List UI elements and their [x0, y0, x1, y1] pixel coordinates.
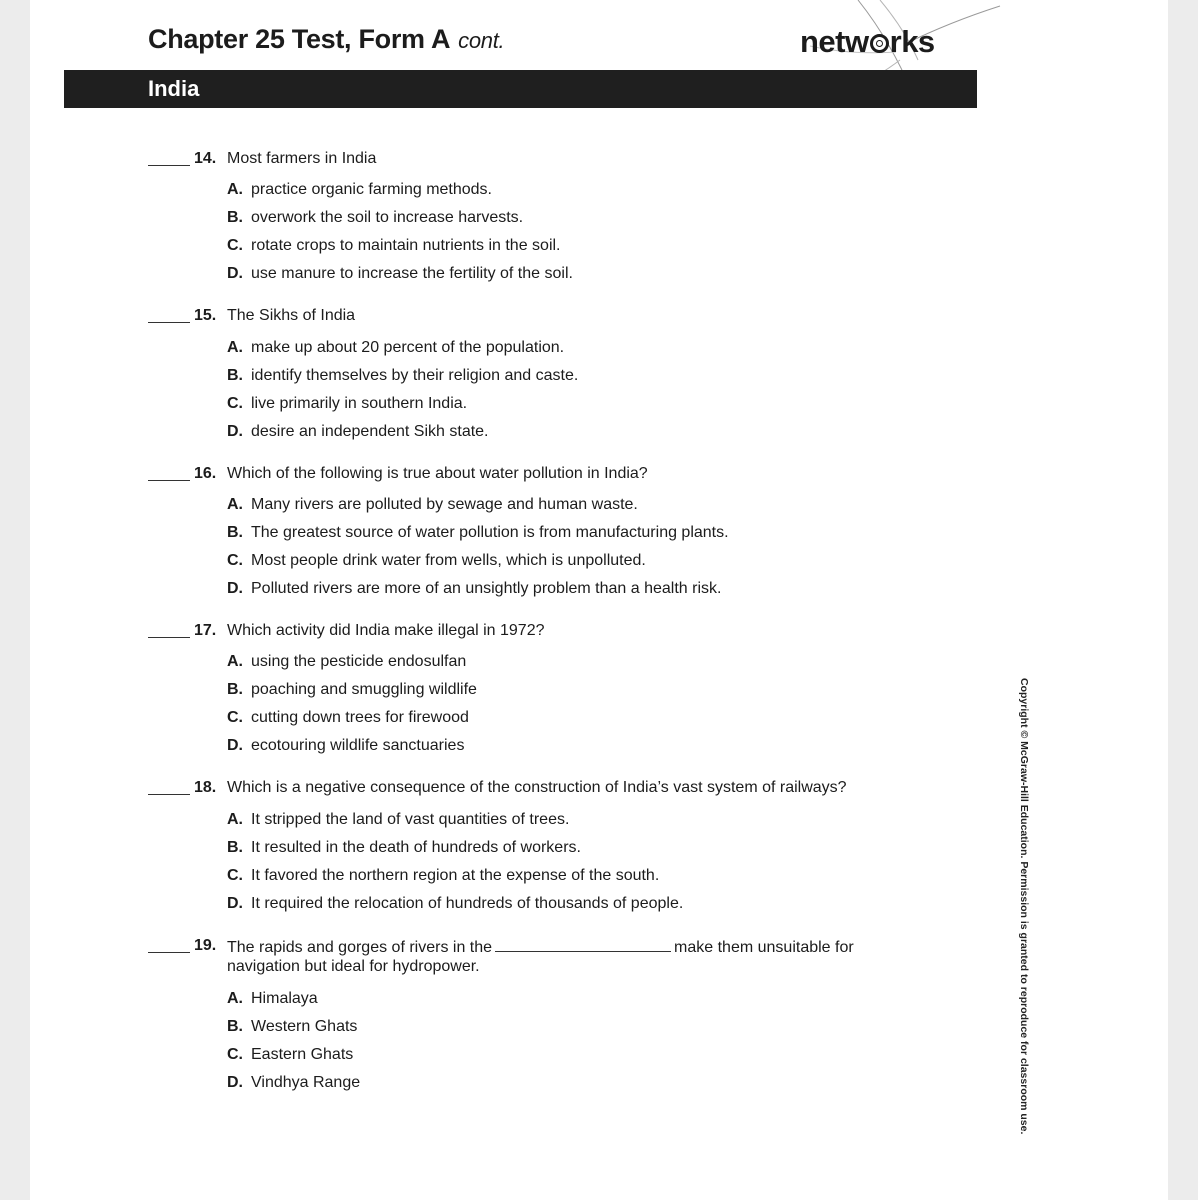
option-text: use manure to increase the fertility of the soil.	[251, 265, 573, 282]
option-letter: B.	[227, 681, 243, 698]
test-title-text: Chapter 25 Test, Form A	[148, 24, 451, 54]
option-text: Eastern Ghats	[251, 1046, 354, 1063]
option-letter: B.	[227, 1018, 243, 1035]
question-text: Which activity did India make illegal in 1972?	[227, 622, 545, 639]
answer-blank[interactable]	[148, 794, 190, 795]
option-text: It stripped the land of vast quantities of trees.	[251, 811, 570, 828]
option-d	[227, 1074, 360, 1092]
option-text: rotate crops to maintain nutrients in the soil.	[251, 237, 561, 254]
option-letter: C.	[227, 552, 243, 569]
question-number: 18.	[194, 779, 217, 796]
option-text: make up about 20 percent of the population.	[251, 339, 565, 356]
logo-text-right: rks	[889, 24, 935, 59]
section-banner	[64, 70, 977, 108]
option-text: ecotouring wildlife sanctuaries	[251, 737, 465, 754]
question-text-line2: navigation but ideal for hydropower.	[227, 958, 480, 975]
option-text: Most people drink water from wells, which is unpolluted.	[251, 552, 646, 569]
question-text-start: The rapids and gorges of rivers in the	[227, 939, 493, 956]
option-letter: D.	[227, 737, 243, 754]
option-letter: C.	[227, 1046, 243, 1063]
option-letter: D.	[227, 423, 243, 440]
option-a	[227, 181, 492, 199]
option-b	[227, 367, 578, 385]
answer-blank[interactable]	[148, 480, 190, 481]
option-text: identify themselves by their religion and caste.	[251, 367, 579, 384]
option-c	[227, 1046, 353, 1064]
test-title-suffix: cont.	[458, 28, 505, 53]
option-b	[227, 209, 523, 227]
option-letter: D.	[227, 265, 243, 282]
option-text: Many rivers are polluted by sewage and human waste.	[251, 496, 638, 513]
option-letter: C.	[227, 237, 243, 254]
option-text: It required the relocation of hundreds of thousands of people.	[251, 895, 684, 912]
option-d	[227, 580, 721, 598]
option-text: Western Ghats	[251, 1018, 358, 1035]
option-text: overwork the soil to increase harvests.	[251, 209, 524, 226]
option-c	[227, 709, 469, 727]
option-text: poaching and smuggling wildlife	[251, 681, 477, 698]
option-c	[227, 552, 646, 570]
question-number: 19.	[194, 937, 217, 954]
option-text: using the pesticide endosulfan	[251, 653, 467, 670]
option-text: practice organic farming methods.	[251, 181, 492, 198]
worksheet-page	[30, 0, 1168, 1200]
networks-logo	[800, 24, 935, 60]
option-letter: A.	[227, 811, 243, 828]
copyright-notice: Copyright © McGraw-Hill Education. Permission is granted to reproduce for classroom use.	[1018, 678, 1030, 1135]
option-letter: C.	[227, 709, 243, 726]
question-number: 16.	[194, 465, 217, 482]
option-a	[227, 653, 466, 671]
fill-in-blank[interactable]	[495, 937, 671, 952]
option-a	[227, 811, 569, 829]
section-title: India	[148, 76, 200, 101]
option-b	[227, 839, 581, 857]
option-letter: A.	[227, 496, 243, 513]
option-text: cutting down trees for firewood	[251, 709, 469, 726]
option-c	[227, 395, 467, 413]
question-text: The Sikhs of India	[227, 307, 356, 324]
option-c	[227, 867, 659, 885]
option-letter: D.	[227, 580, 243, 597]
option-letter: A.	[227, 653, 243, 670]
option-d	[227, 423, 489, 441]
answer-blank[interactable]	[148, 952, 190, 953]
option-letter: B.	[227, 839, 243, 856]
option-letter: B.	[227, 367, 243, 384]
option-a	[227, 339, 564, 357]
option-letter: B.	[227, 524, 243, 541]
question-number: 17.	[194, 622, 217, 639]
option-letter: A.	[227, 990, 243, 1007]
option-a	[227, 496, 638, 514]
option-d	[227, 265, 573, 283]
logo-circle-icon	[870, 34, 889, 53]
question-text: Which of the following is true about water pollution in India?	[227, 465, 648, 482]
option-letter: A.	[227, 339, 243, 356]
question-number: 15.	[194, 307, 217, 324]
option-text: Vindhya Range	[251, 1074, 361, 1091]
question-text: Most farmers in India	[227, 150, 377, 167]
option-c	[227, 237, 561, 255]
question-text: Which is a negative consequence of the construction of India’s vast system of railways?	[227, 779, 847, 796]
option-b	[227, 1018, 357, 1036]
logo-text-left: netw	[800, 24, 869, 59]
option-text: It resulted in the death of hundreds of workers.	[251, 839, 581, 856]
question-text	[227, 937, 854, 957]
option-text: The greatest source of water pollution is from manufacturing plants.	[251, 524, 729, 541]
question-text-end: make them unsuitable for	[674, 939, 854, 956]
option-b	[227, 524, 729, 542]
option-text: Himalaya	[251, 990, 318, 1007]
option-text: Polluted rivers are more of an unsightly problem than a health risk.	[251, 580, 722, 597]
option-text: It favored the northern region at the expense of the south.	[251, 867, 660, 884]
answer-blank[interactable]	[148, 165, 190, 166]
answer-blank[interactable]	[148, 322, 190, 323]
option-a	[227, 990, 318, 1008]
option-letter: C.	[227, 395, 243, 412]
option-letter: D.	[227, 1074, 243, 1091]
test-title	[148, 24, 504, 55]
option-letter: A.	[227, 181, 243, 198]
option-letter: B.	[227, 209, 243, 226]
option-letter: D.	[227, 895, 243, 912]
option-letter: C.	[227, 867, 243, 884]
question-number: 14.	[194, 150, 217, 167]
option-text: desire an independent Sikh state.	[251, 423, 489, 440]
option-b	[227, 681, 477, 699]
option-text: live primarily in southern India.	[251, 395, 468, 412]
option-d	[227, 895, 683, 913]
option-d	[227, 737, 464, 755]
answer-blank[interactable]	[148, 637, 190, 638]
